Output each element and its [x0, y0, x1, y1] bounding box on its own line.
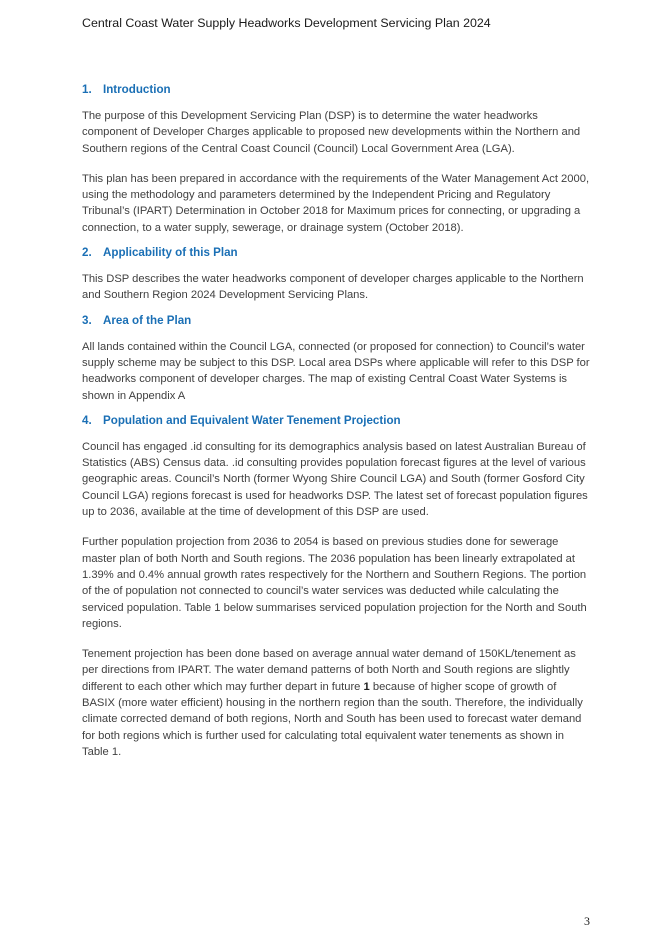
paragraph: All lands contained within the Council LGA, connected (or proposed for connection) to Council’s water supply scheme may be subject to this DSP. Local area DSPs where applicable will refer to this DSP for headworks component of developer charges. The map of existing Central Coast Water Systems is shown in Appendix A [82, 340, 590, 402]
paragraph: Council has engaged .id consulting for its demographics analysis based on latest Australian Bureau of Statistics (ABS) Census data. .id consulting provides population forecast figures at the level of various geographic areas. Council’s North (former Wyong Shire Council LGA) and South (former Gosford City Council LGA) regions forecast is used for headworks DSP. The latest set of forecast population figures up to 2036, available at the time of development of this DSP are used. [82, 440, 588, 519]
section-heading-introduction [82, 82, 592, 97]
document-body [82, 82, 592, 774]
section-heading-area [82, 313, 592, 328]
section-title: Population and Equivalent Water Tenement Projection [103, 413, 401, 427]
paragraph [82, 646, 592, 760]
paragraph: This DSP describes the water headworks component of developer charges applicable to the Northern and Southern Region 2024 Development Servicing Plans. [82, 273, 584, 302]
section-number: 3. [82, 313, 92, 327]
section-title: Introduction [103, 83, 171, 96]
section-number: 1. [82, 83, 92, 96]
page-number: 3 [584, 914, 590, 928]
paragraph: This plan has been prepared in accordance with the requirements of the Water Management Act 2000, using the methodology and parameters determined by the Independent Pricing and Regulatory Tribunal’s (IPART) Determination in October 2018 for Maximum prices for connecting, or upgrading a connection, to a water supply, sewerage, or drainage system (October 2018). [82, 172, 590, 234]
section-number: 4. [82, 413, 92, 427]
section-title: Area of the Plan [103, 313, 192, 327]
section-heading-population [82, 413, 592, 428]
paragraph: Further population projection from 2036 to 2054 is based on previous studies done for sewerage master plan of both North and South regions. The 2036 population has been linearly extrapolated at 1.39% and 0.4% annual growth rates respectively for the Northern and Southern Regions. The portion of the of population not connected to council’s water services was deducted while calculating the serviced population. Table 1 below summarises serviced population projection for the North and South regions. [82, 536, 587, 630]
section-title: Applicability of this Plan [103, 246, 238, 260]
paragraph-text: because of higher scope of growth of BASIX (more water efficient) housing in the northern region than the south. Therefore, the individually climate corrected demand of both regions, North and South has been used to forecast water demand for both regions which is further used for calculating total equivalent water tenements as shown in Table 1. [82, 680, 583, 758]
footnote-reference[interactable]: 1 [363, 680, 370, 693]
page-header: Central Coast Water Supply Headworks Development Servicing Plan 2024 [82, 16, 491, 30]
paragraph: The purpose of this Development Servicing Plan (DSP) is to determine the water headworks component of Developer Charges applicable to proposed new developments within the Northern and Southern regions of the Central Coast Council (Council) Local Government Area (LGA). [82, 110, 581, 155]
section-number: 2. [82, 246, 92, 260]
section-heading-applicability [82, 245, 592, 260]
paragraph-text: Tenement projection has been done based on average annual water demand of 150KL/tenement as per directions from IPART. The water demand patterns of both North and South regions are slightly different to each other which may further depart in future [82, 648, 576, 693]
